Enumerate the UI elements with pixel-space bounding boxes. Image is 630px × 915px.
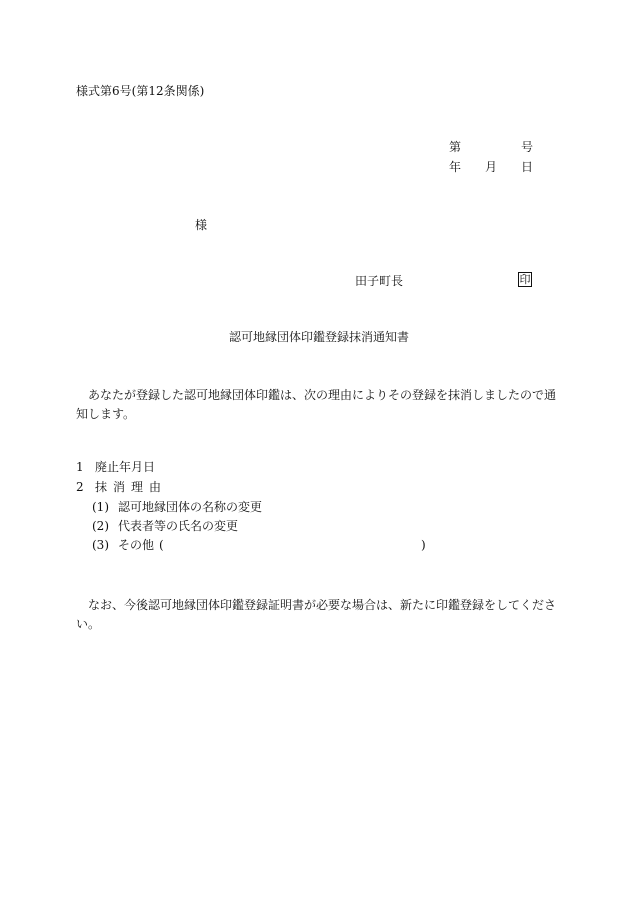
reason-2-number: (2) — [92, 519, 109, 533]
item-2-number: 2 — [76, 480, 84, 494]
seal-icon: 印 — [519, 273, 531, 286]
reason-3-number: (3) — [92, 538, 109, 552]
reason-1-text: 認可地縁団体の名称の変更 — [118, 500, 263, 514]
addressee-honorific: 様 — [195, 218, 208, 232]
reason-3-text: その他 — [118, 538, 155, 552]
item-2-text: 抹消理由 — [95, 480, 168, 494]
item-1-number: 1 — [76, 460, 84, 474]
issuer-title: 田子町長 — [355, 274, 404, 288]
date-year-label: 年 — [449, 160, 462, 174]
document-number-suffix: 号 — [521, 140, 534, 154]
item-1-text: 廃止年月日 — [95, 460, 156, 474]
reason-2-text: 代表者等の氏名の変更 — [118, 519, 239, 533]
body-paragraph: あなたが登録した認可地縁団体印鑑は、次の理由によりその登録を抹消しましたので通知します。 — [76, 388, 557, 421]
document-title: 認可地縁団体印鑑登録抹消通知書 — [229, 330, 410, 344]
closing-paragraph: なお、今後認可地縁団体印鑑登録証明書が必要な場合は、新たに印鑑登録をしてください。 — [76, 598, 557, 631]
document-number-prefix: 第 — [449, 140, 462, 154]
date-day-label: 日 — [521, 160, 534, 174]
reason-3-open-paren: ( — [159, 538, 164, 552]
date-month-label: 月 — [485, 160, 498, 174]
reason-3-close-paren: ) — [421, 538, 426, 552]
reason-1-number: (1) — [92, 500, 109, 514]
form-number: 様式第6号(第12条関係) — [76, 84, 205, 98]
